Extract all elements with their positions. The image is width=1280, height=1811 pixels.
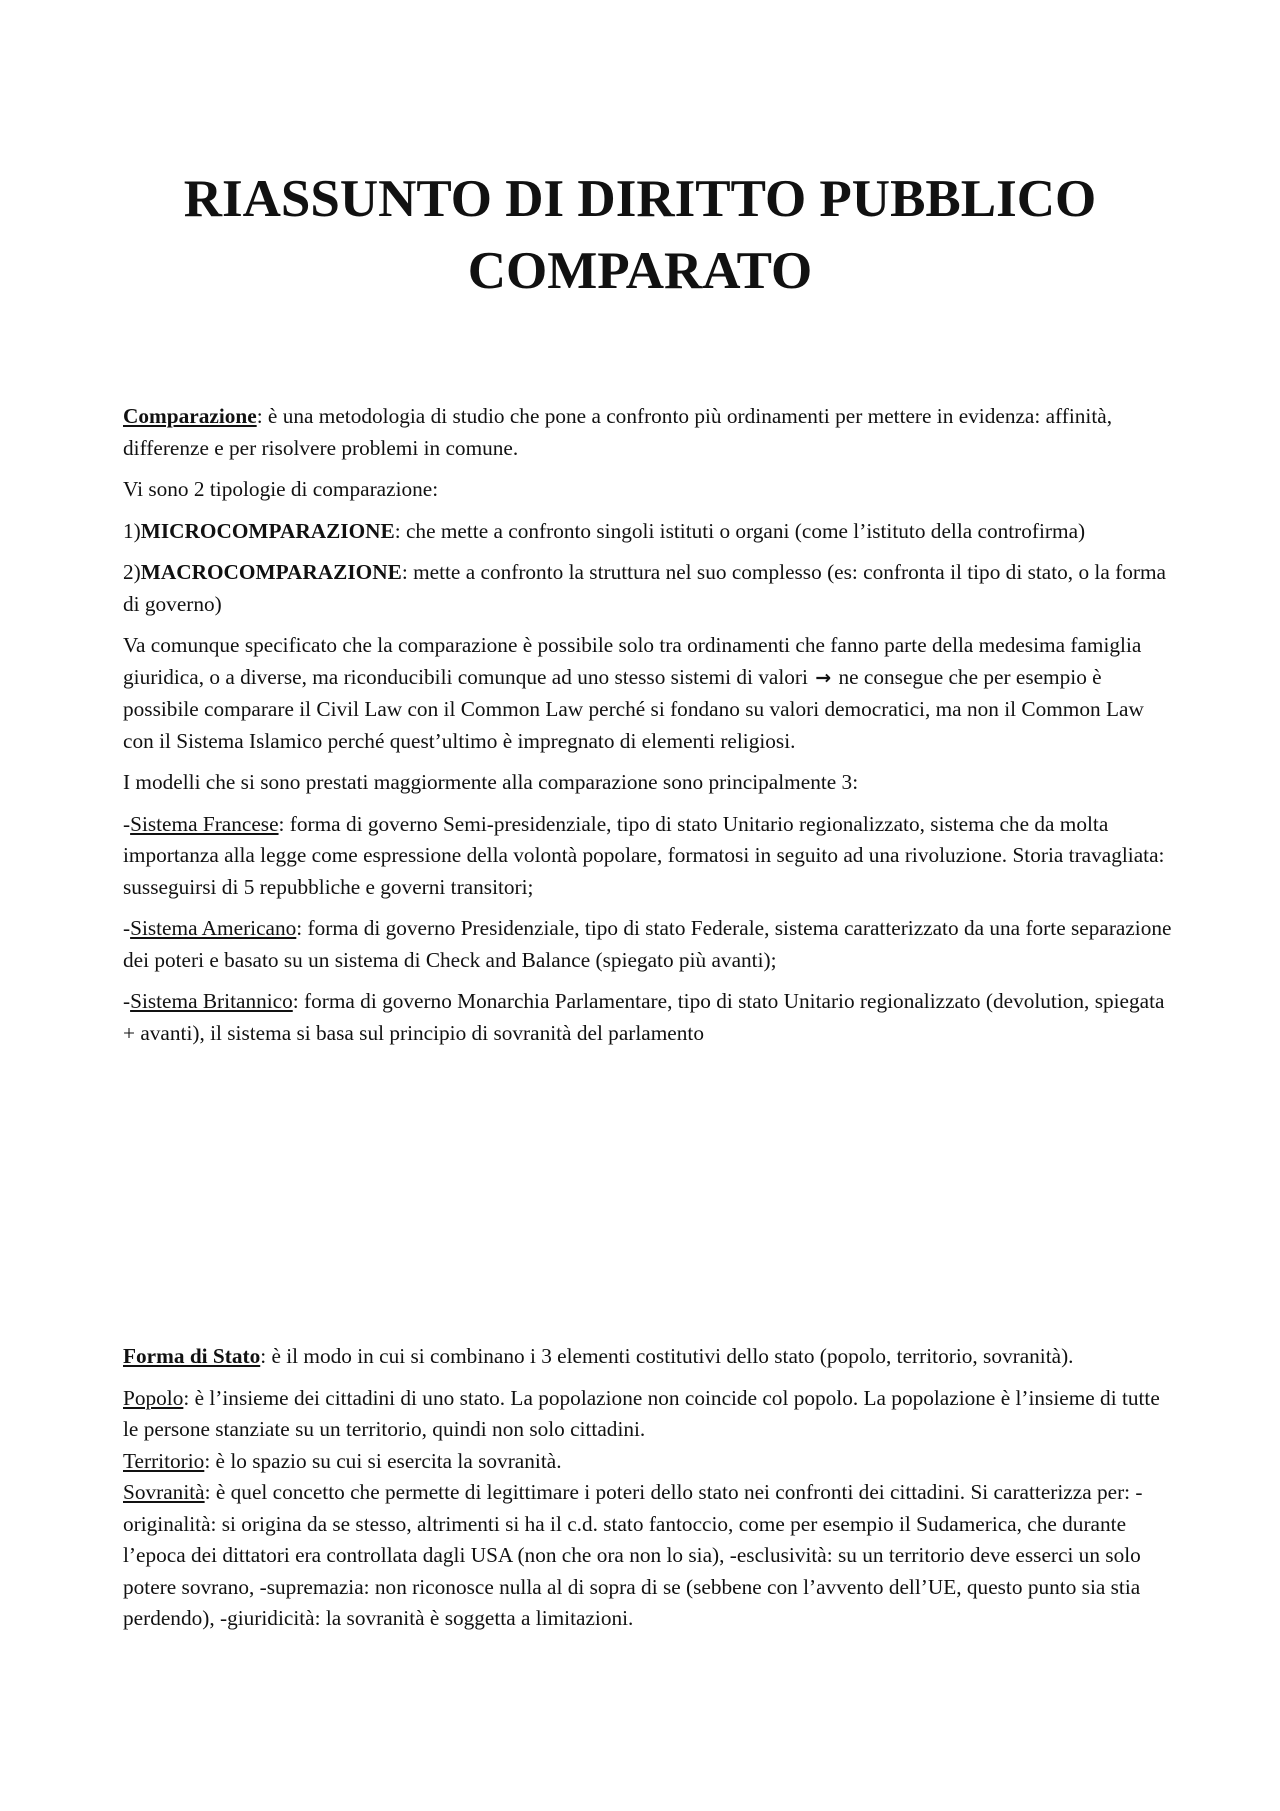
title-line-2: COMPARATO: [467, 242, 813, 300]
text-specificato-before: Va comunque specificato che la comparazione è possibile solo tra ordinamenti che fanno parte della medesima famiglia giuridica, o a diverse, ma riconducibili comunque ad uno stesso sistemi di valori: [123, 633, 1142, 689]
term-sovranita: Sovranità: [123, 1480, 205, 1504]
paragraph-forma-stato: [123, 1341, 1178, 1373]
paragraph-comparazione: [123, 401, 1178, 464]
text-francese: : forma di governo Semi-presidenziale, tipo di stato Unitario regionalizzato, sistema che da molta importanza alla legge come espressione della volontà popolare, formatosi in seguito ad una rivoluzione. Storia travagliata: susseguirsi di 5 repubbliche e governi transitori;: [123, 811, 1165, 899]
title-line-1: RIASSUNTO DI DIRITTO PUBBLICO: [183, 170, 1097, 228]
prefix-britannico: -: [123, 989, 131, 1013]
term-micro: MICROCOMPARAZIONE: [140, 518, 395, 543]
text-americano: : forma di governo Presidenziale, tipo di stato Federale, sistema caratterizzato da una forte separazione dei poteri e basato su un sistema di Check and Balance (spiegato più avanti);: [123, 916, 1172, 972]
paragraph-tipologie: Vi sono 2 tipologie di comparazione:: [123, 477, 439, 501]
text-popolo: : è l’insieme dei cittadini di uno stato. La popolazione non coincide col popolo. La popolazione è l’insieme di tutte le persone stanziate su un territorio, quindi non solo cittadini.: [123, 1385, 1160, 1441]
text-macro: : mette a confronto la struttura nel suo complesso (es: confronta il tipo di stato, o la forma di governo): [123, 560, 1166, 616]
prefix-macro: 2): [123, 560, 141, 584]
term-popolo: Popolo: [123, 1385, 184, 1410]
text-britannico: : forma di governo Monarchia Parlamentare, tipo di stato Unitario regionalizzato (devolution, spiegata + avanti), il sistema si basa sul principio di sovranità del parlamento: [123, 989, 1165, 1045]
document-title: [130, 163, 1150, 307]
section-comparazione: [123, 401, 1178, 1059]
paragraph-britannico: [123, 986, 1178, 1049]
paragraph-micro: [123, 516, 1178, 548]
prefix-americano: -: [123, 916, 131, 940]
text-micro: : che mette a confronto singoli istituti o organi (come l’istituto della controfirma): [394, 518, 1086, 543]
paragraph-americano: [123, 913, 1178, 976]
paragraph-francese: [123, 809, 1178, 904]
paragraph-territorio: [123, 1446, 1178, 1478]
section-forma-di-stato: [123, 1341, 1178, 1635]
arrow-right-icon: →: [815, 666, 832, 689]
text-comparazione: : è una metodologia di studio che pone a confronto più ordinamenti per mettere in evidenza: affinità, differenze e per risolvere problemi in comune.: [123, 404, 1113, 460]
term-macro: MACROCOMPARAZIONE: [140, 560, 402, 584]
paragraph-sovranita: [123, 1477, 1178, 1635]
prefix-micro: 1): [123, 518, 141, 543]
paragraph-modelli: I modelli che si sono prestati maggiormente alla comparazione sono principalmente 3:: [123, 770, 859, 794]
text-territorio: : è lo spazio su cui si esercita la sovranità.: [204, 1448, 562, 1473]
paragraph-macro: [123, 557, 1178, 620]
term-territorio: Territorio: [123, 1448, 205, 1473]
text-specificato-after: ne consegue che per esempio è possibile comparare il Civil Law con il Common Law perché si fondano su valori democratici, ma non il Common Law con il Sistema Islamico perché quest’ultimo è impregnato di elementi religiosi.: [123, 664, 1144, 753]
term-forma-stato: Forma di Stato: [123, 1344, 261, 1368]
paragraph-specificato: [123, 630, 1178, 757]
text-forma-stato: : è il modo in cui si combinano i 3 elementi costitutivi dello stato (popolo, territorio, sovranità).: [260, 1344, 1074, 1368]
term-britannico: Sistema Britannico: [130, 989, 293, 1013]
term-francese: Sistema Francese: [130, 811, 279, 836]
term-comparazione: Comparazione: [123, 404, 257, 428]
term-americano: Sistema Americano: [130, 916, 297, 940]
paragraph-popolo: [123, 1383, 1178, 1446]
prefix-francese: -: [123, 811, 131, 836]
text-sovranita: : è quel concetto che permette di legittimare i poteri dello stato nei confronti dei cittadini. Si caratterizza per: -originalità: si origina da se stesso, altrimenti si ha il c.d. stato fantoccio, come per esempio il Sudamerica, che durante l’epoca dei dittatori era controllata dagli USA (non che ora non lo sia), -esclusività: su un territorio deve esserci un solo potere sovrano, -supremazia: non riconosce nulla al di sopra di se (sebbene con l’avvento dell’UE, questo punto sia stia perdendo), -giuridicità: la sovranità è soggetta a limitazioni.: [123, 1480, 1143, 1630]
